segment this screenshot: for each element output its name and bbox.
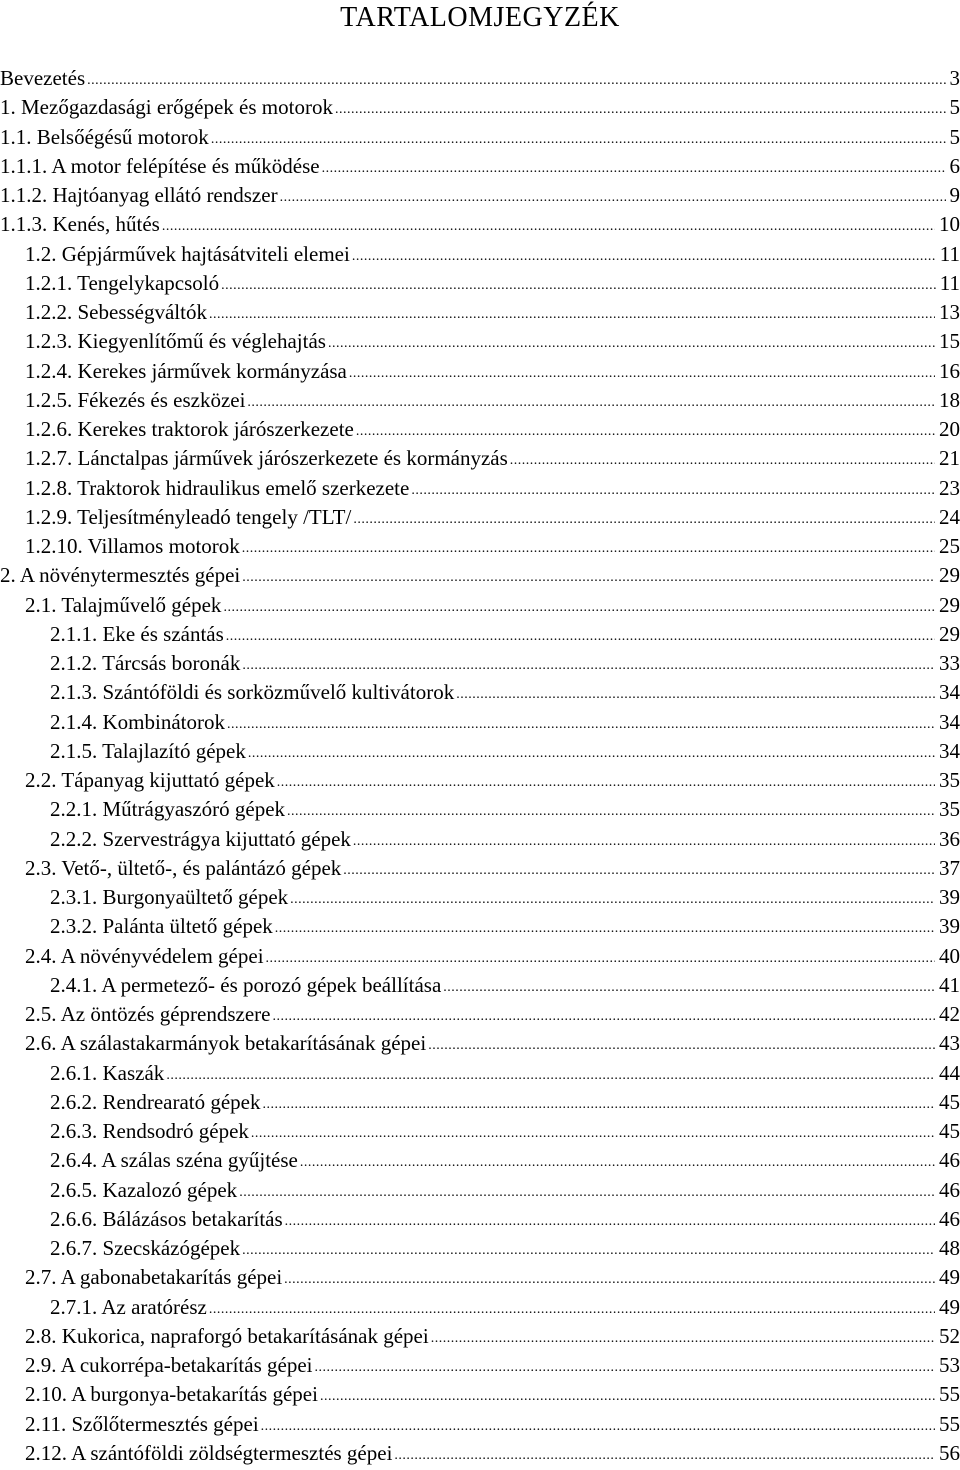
toc-entry-label: 2.6.1. Kaszák [50, 1059, 166, 1088]
toc-entry-page-number: 29 [935, 620, 960, 649]
toc-entry-page-number: 46 [935, 1205, 960, 1234]
toc-entry-page-number: 35 [935, 795, 960, 824]
toc-entry-page-number: 48 [935, 1234, 960, 1263]
toc-entry-page-number: 10 [935, 210, 960, 239]
toc-entry-label: Bevezetés [0, 64, 87, 93]
toc-entry-page-number: 11 [936, 240, 960, 269]
toc-entry-page-number: 49 [935, 1263, 960, 1292]
toc-dot-leader [273, 1002, 936, 1031]
toc-entry[interactable] [0, 825, 960, 854]
toc-entry-page-number: 21 [935, 444, 960, 473]
toc-entry[interactable] [0, 1088, 960, 1117]
toc-entry-page-number: 5 [946, 93, 960, 122]
toc-entry[interactable] [0, 1410, 960, 1439]
toc-entry-label: 2. A növénytermesztés gépei [0, 561, 242, 590]
toc-entry-label: 2.12. A szántóföldi zöldségtermesztés gépei [25, 1439, 394, 1468]
toc-entry-page-number: 3 [946, 64, 960, 93]
toc-entry[interactable] [0, 1293, 960, 1322]
page-title: TARTALOMJEGYZÉK [0, 0, 960, 36]
toc-entry[interactable] [0, 327, 960, 356]
toc-dot-leader [263, 1090, 935, 1119]
toc-entry[interactable] [0, 1380, 960, 1409]
toc-entry-label: 1. Mezőgazdasági erőgépek és motorok [0, 93, 335, 122]
toc-entry-label: 2.6.5. Kazalozó gépek [50, 1176, 239, 1205]
toc-entry[interactable] [0, 1205, 960, 1234]
toc-entry-label: 2.1. Talajművelő gépek [25, 591, 223, 620]
toc-entry[interactable] [0, 1059, 960, 1088]
toc-dot-leader [300, 1148, 935, 1177]
toc-entry-label: 2.4. A növényvédelem gépei [25, 942, 266, 971]
toc-entry[interactable] [0, 240, 960, 269]
toc-dot-leader [431, 1324, 935, 1353]
toc-entry-label: 2.8. Kukorica, napraforgó betakarításának gépei [25, 1322, 431, 1351]
toc-entry[interactable] [0, 474, 960, 503]
toc-entry-page-number: 44 [935, 1059, 960, 1088]
toc-entry-label: 1.2. Gépjárművek hajtásátviteli elemei [25, 240, 352, 269]
toc-entry[interactable] [0, 942, 960, 971]
toc-entry[interactable] [0, 591, 960, 620]
toc-dot-leader [356, 417, 935, 446]
toc-entry-label: 1.2.4. Kerekes járművek kormányzása [25, 357, 349, 386]
toc-entry[interactable] [0, 1234, 960, 1263]
toc-entry-page-number: 18 [935, 386, 960, 415]
toc-entry-label: 2.6.4. A szálas széna gyűjtése [50, 1146, 300, 1175]
toc-entry-label: 2.1.1. Eke és szántás [50, 620, 226, 649]
toc-entry-label: 2.6.6. Bálázásos betakarítás [50, 1205, 285, 1234]
toc-dot-leader [248, 739, 935, 768]
toc-entry-label: 2.2.2. Szervestrágya kijuttató gépek [50, 825, 353, 854]
toc-entry[interactable] [0, 152, 960, 181]
toc-entry[interactable] [0, 620, 960, 649]
toc-entry[interactable] [0, 561, 960, 590]
toc-entry-label: 1.1.3. Kenés, hűtés [0, 210, 162, 239]
toc-entry-page-number: 33 [935, 649, 960, 678]
toc-entry[interactable] [0, 1029, 960, 1058]
toc-entry-label: 2.7.1. Az aratórész [50, 1293, 209, 1322]
toc-dot-leader [166, 1061, 935, 1090]
toc-entry-page-number: 37 [935, 854, 960, 883]
toc-entry-label: 2.6.3. Rendsodró gépek [50, 1117, 251, 1146]
toc-dot-leader [353, 505, 935, 534]
toc-entry[interactable] [0, 766, 960, 795]
toc-dot-leader [343, 856, 935, 885]
toc-entry-page-number: 46 [935, 1146, 960, 1175]
toc-entry[interactable] [0, 269, 960, 298]
toc-entry-page-number: 45 [935, 1117, 960, 1146]
toc-entry-page-number: 5 [946, 123, 960, 152]
toc-entry[interactable] [0, 357, 960, 386]
toc-entry-label: 2.1.4. Kombinátorok [50, 708, 227, 737]
toc-entry-label: 2.2.1. Műtrágyaszóró gépek [50, 795, 287, 824]
toc-entry-page-number: 13 [935, 298, 960, 327]
toc-dot-leader [285, 1207, 935, 1236]
toc-entry[interactable] [0, 854, 960, 883]
toc-dot-leader [280, 183, 946, 212]
toc-entry[interactable] [0, 1322, 960, 1351]
toc-entry[interactable] [0, 1000, 960, 1029]
toc-entry-label: 2.4.1. A permetező- és porozó gépek beállítása [50, 971, 443, 1000]
toc-entry-label: 2.1.5. Talajlazító gépek [50, 737, 248, 766]
toc-entry-page-number: 25 [935, 532, 960, 561]
toc-entry-label: 2.1.2. Tárcsás boronák [50, 649, 242, 678]
toc-dot-leader [242, 534, 935, 563]
toc-entry-page-number: 34 [935, 678, 960, 707]
toc-entry[interactable] [0, 532, 960, 561]
toc-entry-page-number: 49 [935, 1293, 960, 1322]
toc-entry-page-number: 41 [935, 971, 960, 1000]
toc-entry-page-number: 39 [935, 912, 960, 941]
toc-entry-page-number: 39 [935, 883, 960, 912]
toc-entry-label: 2.3.2. Palánta ültető gépek [50, 912, 275, 941]
toc-entry-label: 2.11. Szőlőtermesztés gépei [25, 1410, 261, 1439]
toc-entry-page-number: 29 [935, 561, 960, 590]
toc-entry[interactable] [0, 912, 960, 941]
toc-entry[interactable] [0, 93, 960, 122]
toc-dot-leader [443, 973, 935, 1002]
table-of-contents [0, 64, 960, 1468]
toc-entry-page-number: 20 [935, 415, 960, 444]
toc-entry-label: 1.1. Belsőégésű motorok [0, 123, 211, 152]
toc-dot-leader [242, 1236, 935, 1265]
toc-entry[interactable] [0, 883, 960, 912]
toc-entry[interactable] [0, 1117, 960, 1146]
toc-entry-label: 2.10. A burgonya-betakarítás gépei [25, 1380, 320, 1409]
toc-dot-leader [162, 212, 935, 241]
toc-entry-label: 2.1.3. Szántóföldi és sorközművelő kultivátorok [50, 678, 456, 707]
toc-entry[interactable] [0, 181, 960, 210]
toc-entry[interactable] [0, 708, 960, 737]
toc-entry-page-number: 42 [935, 1000, 960, 1029]
toc-entry[interactable] [0, 737, 960, 766]
toc-entry-label: 1.2.9. Teljesítményleadó tengely /TLT/ [25, 503, 353, 532]
toc-entry[interactable] [0, 649, 960, 678]
toc-entry-page-number: 56 [935, 1439, 960, 1468]
toc-dot-leader [290, 885, 935, 914]
toc-entry-page-number: 34 [935, 737, 960, 766]
toc-entry[interactable] [0, 795, 960, 824]
toc-dot-leader [209, 1295, 935, 1324]
toc-entry-label: 2.2. Tápanyag kijuttató gépek [25, 766, 277, 795]
toc-dot-leader [239, 1178, 935, 1207]
toc-entry-page-number: 52 [935, 1322, 960, 1351]
toc-entry-page-number: 11 [936, 269, 960, 298]
toc-dot-leader [284, 1265, 935, 1294]
toc-dot-leader [209, 300, 935, 329]
toc-dot-leader [335, 95, 946, 124]
toc-entry-page-number: 43 [935, 1029, 960, 1058]
toc-entry[interactable] [0, 210, 960, 239]
toc-dot-leader [320, 1382, 935, 1411]
toc-dot-leader [314, 1353, 935, 1382]
toc-entry-label: 1.2.5. Fékezés és eszközei [25, 386, 247, 415]
toc-entry-page-number: 34 [935, 708, 960, 737]
toc-entry[interactable] [0, 971, 960, 1000]
toc-entry-page-number: 16 [935, 357, 960, 386]
toc-entry-page-number: 53 [935, 1351, 960, 1380]
toc-dot-leader [322, 154, 946, 183]
toc-entry[interactable] [0, 444, 960, 473]
toc-dot-leader [277, 768, 935, 797]
toc-dot-leader [223, 593, 935, 622]
toc-entry[interactable] [0, 1176, 960, 1205]
toc-entry-page-number: 24 [935, 503, 960, 532]
toc-entry[interactable] [0, 1351, 960, 1380]
toc-entry[interactable] [0, 1439, 960, 1468]
toc-dot-leader [456, 680, 935, 709]
toc-entry[interactable] [0, 415, 960, 444]
toc-dot-leader [349, 359, 935, 388]
toc-entry[interactable] [0, 678, 960, 707]
toc-dot-leader [510, 446, 935, 475]
toc-entry-label: 2.6.7. Szecskázógépek [50, 1234, 242, 1263]
toc-entry-label: 2.7. A gabonabetakarítás gépei [25, 1263, 284, 1292]
toc-entry[interactable] [0, 123, 960, 152]
toc-entry-label: 1.1.2. Hajtóanyag ellátó rendszer [0, 181, 280, 210]
toc-dot-leader [275, 914, 935, 943]
toc-dot-leader [328, 329, 935, 358]
toc-entry-page-number: 46 [935, 1176, 960, 1205]
toc-dot-leader [251, 1119, 935, 1148]
toc-entry-label: 1.2.1. Tengelykapcsoló [25, 269, 221, 298]
toc-entry-label: 2.6. A szálastakarmányok betakarításának gépei [25, 1029, 428, 1058]
toc-entry-page-number: 29 [935, 591, 960, 620]
toc-entry-label: 1.2.8. Traktorok hidraulikus emelő szerkezete [25, 474, 411, 503]
toc-entry-page-number: 23 [935, 474, 960, 503]
toc-dot-leader [261, 1412, 935, 1441]
toc-entry-label: 1.2.2. Sebességváltók [25, 298, 209, 327]
toc-entry-page-number: 6 [946, 152, 960, 181]
toc-dot-leader [411, 476, 935, 505]
toc-entry-page-number: 55 [935, 1380, 960, 1409]
toc-entry-page-number: 55 [935, 1410, 960, 1439]
toc-dot-leader [211, 125, 946, 154]
toc-dot-leader [242, 651, 935, 680]
toc-entry-page-number: 36 [935, 825, 960, 854]
toc-dot-leader [352, 242, 936, 271]
toc-entry-label: 1.2.3. Kiegyenlítőmű és véglehajtás [25, 327, 328, 356]
toc-entry[interactable] [0, 503, 960, 532]
toc-entry-label: 1.2.6. Kerekes traktorok járószerkezete [25, 415, 356, 444]
toc-entry-label: 1.1.1. A motor felépítése és működése [0, 152, 322, 181]
toc-entry-page-number: 40 [935, 942, 960, 971]
toc-entry[interactable] [0, 298, 960, 327]
toc-entry-label: 2.3.1. Burgonyaültető gépek [50, 883, 290, 912]
toc-entry[interactable] [0, 64, 960, 93]
toc-dot-leader [227, 710, 935, 739]
toc-entry-label: 2.3. Vető-, ültető-, és palántázó gépek [25, 854, 343, 883]
toc-entry-page-number: 15 [935, 327, 960, 356]
toc-entry-page-number: 35 [935, 766, 960, 795]
toc-entry-label: 2.6.2. Rendrearató gépek [50, 1088, 263, 1117]
toc-entry-page-number: 9 [946, 181, 960, 210]
toc-dot-leader [353, 827, 935, 856]
toc-dot-leader [221, 271, 936, 300]
toc-dot-leader [247, 388, 935, 417]
toc-dot-leader [394, 1441, 935, 1470]
toc-entry-label: 1.2.10. Villamos motorok [25, 532, 242, 561]
toc-entry-label: 2.5. Az öntözés géprendszere [25, 1000, 273, 1029]
toc-entry-label: 1.2.7. Lánctalpas járművek járószerkezete és kormányzás [25, 444, 510, 473]
toc-entry-label: 2.9. A cukorrépa-betakarítás gépei [25, 1351, 314, 1380]
toc-dot-leader [266, 944, 935, 973]
toc-entry[interactable] [0, 386, 960, 415]
toc-dot-leader [87, 66, 945, 95]
toc-dot-leader [428, 1031, 935, 1060]
toc-dot-leader [287, 797, 935, 826]
toc-dot-leader [226, 622, 935, 651]
toc-entry-page-number: 45 [935, 1088, 960, 1117]
toc-dot-leader [242, 563, 935, 592]
toc-entry[interactable] [0, 1263, 960, 1292]
toc-entry[interactable] [0, 1146, 960, 1175]
